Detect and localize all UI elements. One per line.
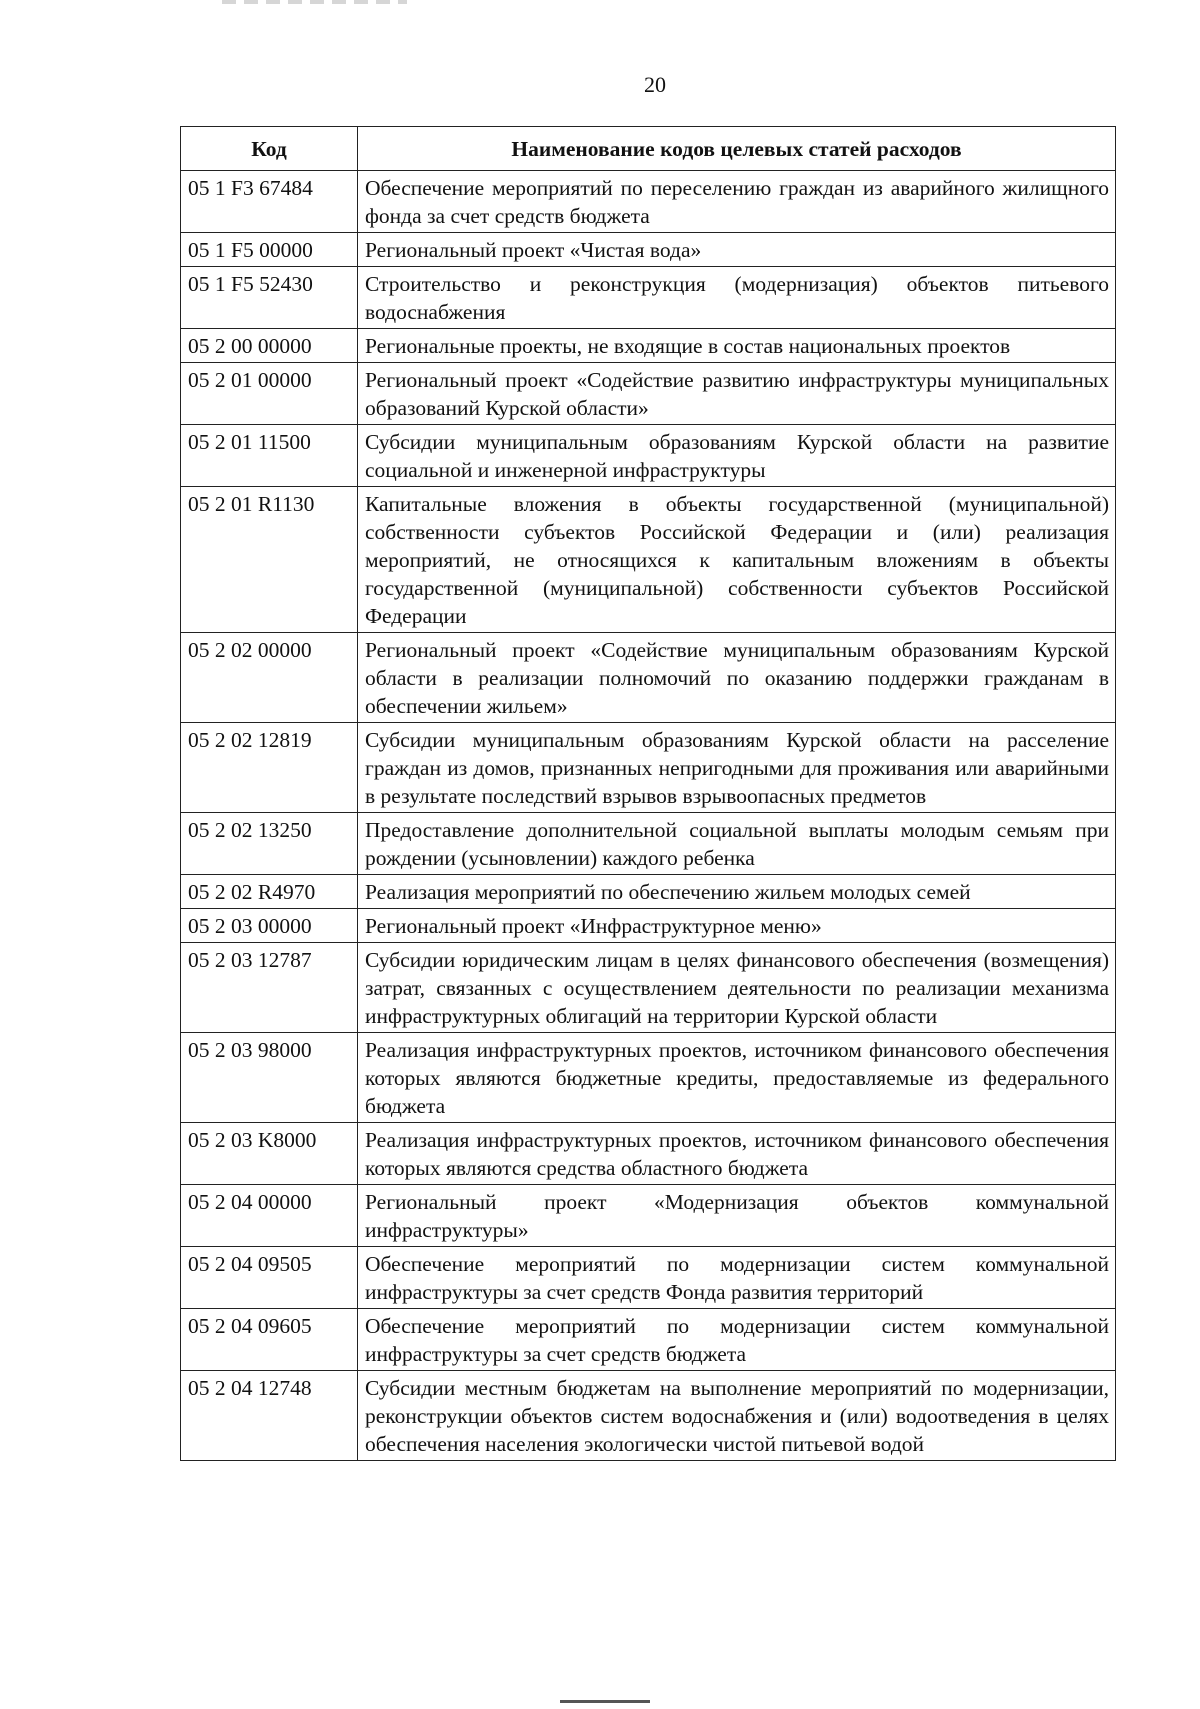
cell-name: Региональный проект «Чистая вода» bbox=[358, 233, 1116, 267]
cell-code: 05 2 02 R4970 bbox=[181, 875, 358, 909]
cell-code: 05 1 F3 67484 bbox=[181, 171, 358, 233]
table-row bbox=[181, 633, 1116, 723]
cell-name: Субсидии муниципальным образованиям Курской области на развитие социальной и инженерной инфраструктуры bbox=[358, 425, 1116, 487]
scan-artifact-bottom bbox=[560, 1700, 650, 1703]
cell-code: 05 1 F5 52430 bbox=[181, 267, 358, 329]
table-row bbox=[181, 1033, 1116, 1123]
cell-code: 05 2 02 13250 bbox=[181, 813, 358, 875]
table-row bbox=[181, 171, 1116, 233]
table-row bbox=[181, 875, 1116, 909]
cell-code: 05 2 02 00000 bbox=[181, 633, 358, 723]
cell-name: Региональные проекты, не входящие в состав национальных проектов bbox=[358, 329, 1116, 363]
cell-name: Обеспечение мероприятий по модернизации систем коммунальной инфраструктуры за счет средств Фонда развития территорий bbox=[358, 1247, 1116, 1309]
cell-name: Субсидии юридическим лицам в целях финансового обеспечения (возмещения) затрат, связанных с осуществлением деятельности по реализации механизма инфраструктурных облигаций на территории Курской области bbox=[358, 943, 1116, 1033]
cell-code: 05 2 03 98000 bbox=[181, 1033, 358, 1123]
page-number: 20 bbox=[644, 72, 666, 97]
cell-name: Региональный проект «Содействие муниципальным образованиям Курской области в реализации полномочий по оказанию поддержки гражданам в обеспечении жильем» bbox=[358, 633, 1116, 723]
table-row bbox=[181, 1247, 1116, 1309]
table-row bbox=[181, 267, 1116, 329]
table-row bbox=[181, 943, 1116, 1033]
target-expense-codes-table bbox=[180, 126, 1116, 1461]
table-header-row bbox=[181, 127, 1116, 171]
cell-name: Региональный проект «Инфраструктурное меню» bbox=[358, 909, 1116, 943]
table-row bbox=[181, 1371, 1116, 1461]
table-row bbox=[181, 1309, 1116, 1371]
cell-name: Субсидии муниципальным образованиям Курской области на расселение граждан из домов, признанных непригодными для проживания или аварийными в результате последствий взрывов взрывоопасных предметов bbox=[358, 723, 1116, 813]
cell-name: Строительство и реконструкция (модернизация) объектов питьевого водоснабжения bbox=[358, 267, 1116, 329]
cell-name: Региональный проект «Модернизация объектов коммунальной инфраструктуры» bbox=[358, 1185, 1116, 1247]
table-row bbox=[181, 329, 1116, 363]
cell-code: 05 2 03 12787 bbox=[181, 943, 358, 1033]
cell-name: Обеспечение мероприятий по переселению граждан из аварийного жилищного фонда за счет средств бюджета bbox=[358, 171, 1116, 233]
cell-code: 05 2 01 R1130 bbox=[181, 487, 358, 633]
table-row bbox=[181, 233, 1116, 267]
scan-artifact-top bbox=[222, 0, 407, 4]
table-row bbox=[181, 1185, 1116, 1247]
cell-name: Реализация инфраструктурных проектов, источником финансового обеспечения которых являются средства областного бюджета bbox=[358, 1123, 1116, 1185]
cell-name: Региональный проект «Содействие развитию инфраструктуры муниципальных образований Курской области» bbox=[358, 363, 1116, 425]
table-body bbox=[181, 171, 1116, 1461]
cell-name: Реализация мероприятий по обеспечению жильем молодых семей bbox=[358, 875, 1116, 909]
table-row bbox=[181, 487, 1116, 633]
table-row bbox=[181, 363, 1116, 425]
cell-code: 05 1 F5 00000 bbox=[181, 233, 358, 267]
cell-name: Предоставление дополнительной социальной выплаты молодым семьям при рождении (усыновлении) каждого ребенка bbox=[358, 813, 1116, 875]
cell-code: 05 2 04 00000 bbox=[181, 1185, 358, 1247]
cell-code: 05 2 03 K8000 bbox=[181, 1123, 358, 1185]
cell-name: Субсидии местным бюджетам на выполнение мероприятий по модернизации, реконструкции объектов систем водоснабжения и (или) водоотведения в целях обеспечения населения экологически чистой питьевой водой bbox=[358, 1371, 1116, 1461]
cell-code: 05 2 01 00000 bbox=[181, 363, 358, 425]
cell-code: 05 2 04 12748 bbox=[181, 1371, 358, 1461]
table-row bbox=[181, 1123, 1116, 1185]
cell-code: 05 2 01 11500 bbox=[181, 425, 358, 487]
cell-code: 05 2 04 09605 bbox=[181, 1309, 358, 1371]
cell-name: Обеспечение мероприятий по модернизации систем коммунальной инфраструктуры за счет средств бюджета bbox=[358, 1309, 1116, 1371]
table-row bbox=[181, 813, 1116, 875]
header-name: Наименование кодов целевых статей расходов bbox=[358, 127, 1116, 171]
header-code: Код bbox=[181, 127, 358, 171]
table-row bbox=[181, 909, 1116, 943]
cell-code: 05 2 03 00000 bbox=[181, 909, 358, 943]
cell-code: 05 2 04 09505 bbox=[181, 1247, 358, 1309]
cell-code: 05 2 02 12819 bbox=[181, 723, 358, 813]
cell-name: Реализация инфраструктурных проектов, источником финансового обеспечения которых являются бюджетные кредиты, предоставляемые из федерального бюджета bbox=[358, 1033, 1116, 1123]
cell-name: Капитальные вложения в объекты государственной (муниципальной) собственности субъектов Российской Федерации и (или) реализация мероприятий, не относящихся к капитальным вложениям в объекты государственной (муниципальной) собственности субъектов Российской Федерации bbox=[358, 487, 1116, 633]
cell-code: 05 2 00 00000 bbox=[181, 329, 358, 363]
table-row bbox=[181, 425, 1116, 487]
table-row bbox=[181, 723, 1116, 813]
